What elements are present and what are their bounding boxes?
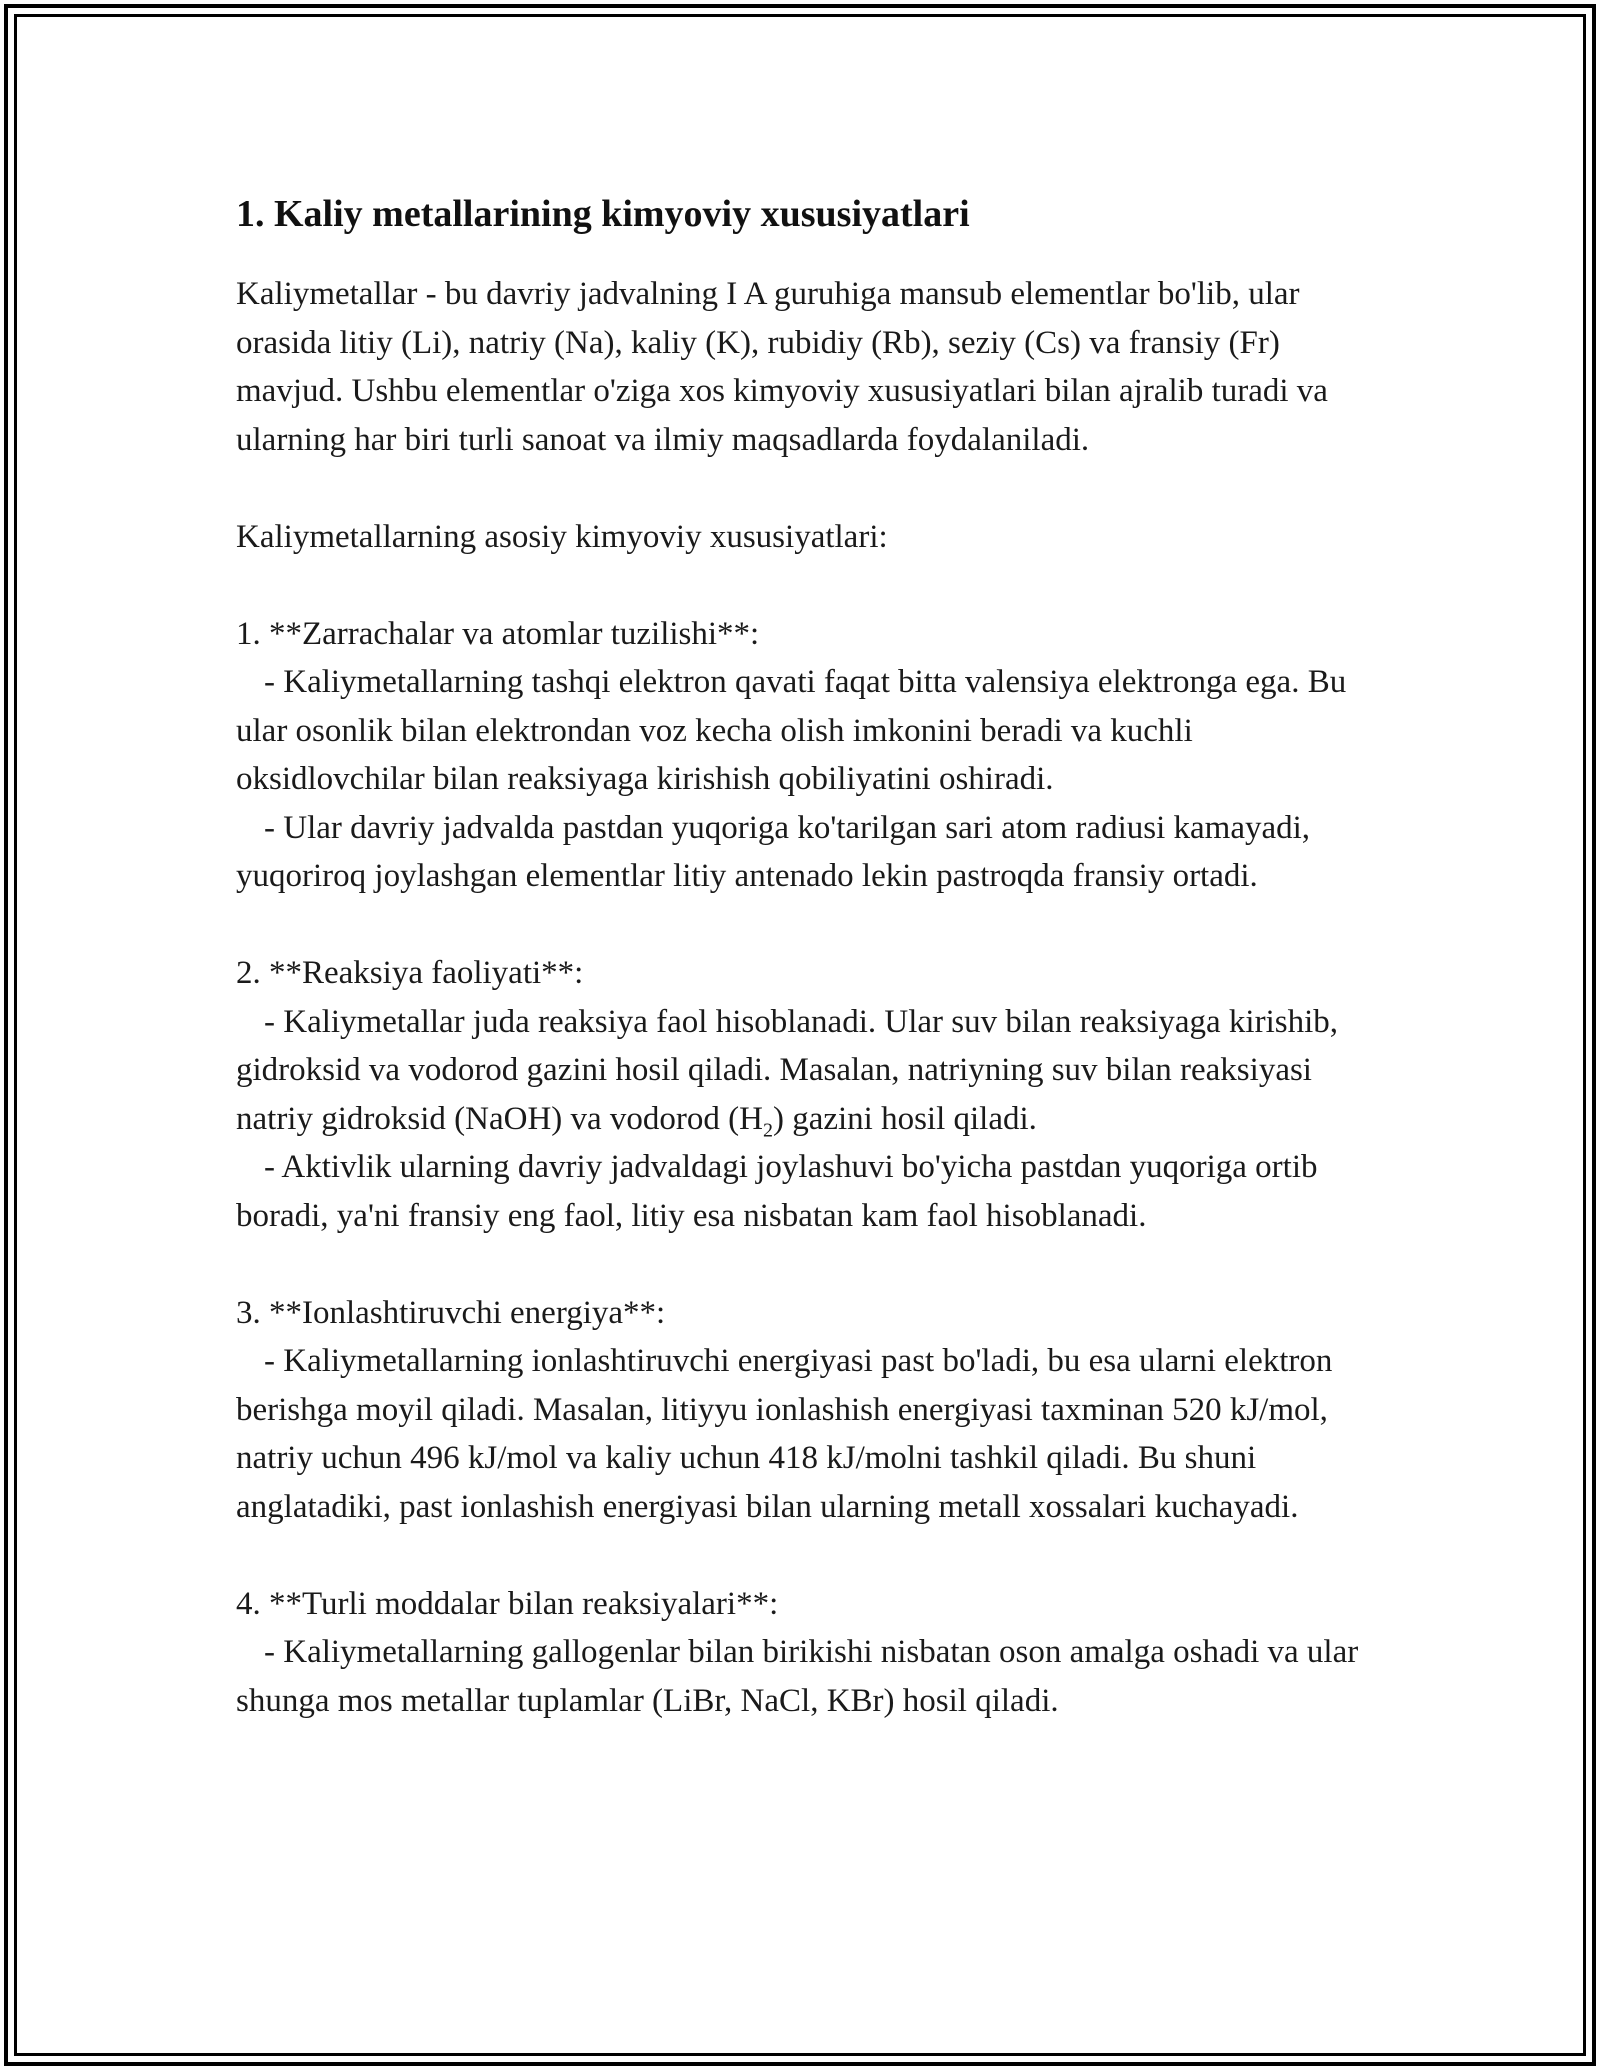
- section-2-bullet-1-text: - Kaliymetallar juda reaksiya faol hisoblanadi. Ular suv bilan reaksiyaga kirishib, gidroksid va vodorod gazini hosil qiladi. Masalan, natriyning suv bilan reaksiyasi natriy gidroksid (NaOH) va vodorod (H: [236, 1003, 1338, 1137]
- intro-paragraph: Kaliymetallar - bu davriy jadvalning I A guruhiga mansub elementlar bo'lib, ular orasida litiy (Li), natriy (Na), kaliy (K), rubidiy (Rb), seziy (Cs) va fransiy (Fr) mavjud. Ushbu elementlar o'ziga xos kimyoviy xususiyatlari bilan ajralib turadi va ularning har biri turli sanoat va ilmiy maqsadlarda foydalaniladi.: [236, 276, 1337, 458]
- section-3-bullet-1: - Kaliymetallarning ionlashtiruvchi energiyasi past bo'ladi, bu esa ularni elektron berishga moyil qiladi. Masalan, litiyyu ionlashish energiyasi taxminan 520 kJ/mol, natriy uchun 496 kJ/mol va kaliy uchun 418 kJ/molni tashkil qiladi. Bu shuni anglatadiki, past ionlashish energiyasi bilan ularning metall xossalari kuchayadi.: [236, 1343, 1333, 1525]
- section-heading-4: 4. **Turli moddalar bilan reaksiyalari**:: [236, 1585, 779, 1622]
- section-1-bullet-2: - Ular davriy jadvalda pastdan yuqoriga ko'tarilgan sari atom radiusi kamayadi, yuqoriroq joylashgan elementlar litiy antenado lekin pastroqda fransiy ortadi.: [236, 809, 1311, 894]
- paragraph-gap: [236, 901, 1386, 950]
- hydrogen-subscript: 2: [762, 1119, 773, 1142]
- document-body: [236, 188, 1386, 1725]
- paragraph-gap: [236, 561, 1386, 610]
- section-2-bullet-1-tail: ) gazini hosil qiladi.: [772, 1100, 1037, 1137]
- paragraph-gap: [236, 464, 1386, 513]
- section-2-bullet-1: [236, 998, 1386, 1144]
- section-1-bullet-1: - Kaliymetallarning tashqi elektron qavati faqat bitta valensiya elektronga ega. Bu ular osonlik bilan elektrondan voz kecha olish imkonini beradi va kuchli oksidlovchilar bilan reaksiyaga kirishish qobiliyatini oshiradi.: [236, 664, 1347, 797]
- section-heading-1: 1. **Zarrachalar va atomlar tuzilishi**:: [236, 615, 760, 652]
- paragraph-gap: [236, 1240, 1386, 1289]
- document-title: 1. Kaliy metallarining kimyoviy xususiyatlari: [236, 193, 970, 235]
- section-4-bullet-1: - Kaliymetallarning gallogenlar bilan birikishi nisbatan oson amalga oshadi va ular shunga mos metallar tuplamlar (LiBr, NaCl, KBr) hosil qiladi.: [236, 1634, 1359, 1719]
- section-heading-3: 3. **Ionlashtiruvchi energiya**:: [236, 1294, 666, 1331]
- section-heading-2: 2. **Reaksiya faoliyati**:: [236, 955, 584, 991]
- paragraph-gap: [236, 1531, 1386, 1580]
- lead-paragraph: Kaliymetallarning asosiy kimyoviy xususiyatlari:: [236, 518, 888, 555]
- section-2-bullet-2: - Aktivlik ularning davriy jadvaldagi joylashuvi bo'yicha pastdan yuqoriga ortib boradi, ya'ni fransiy eng faol, litiy esa nisbatan kam faol hisoblanadi.: [236, 1149, 1318, 1234]
